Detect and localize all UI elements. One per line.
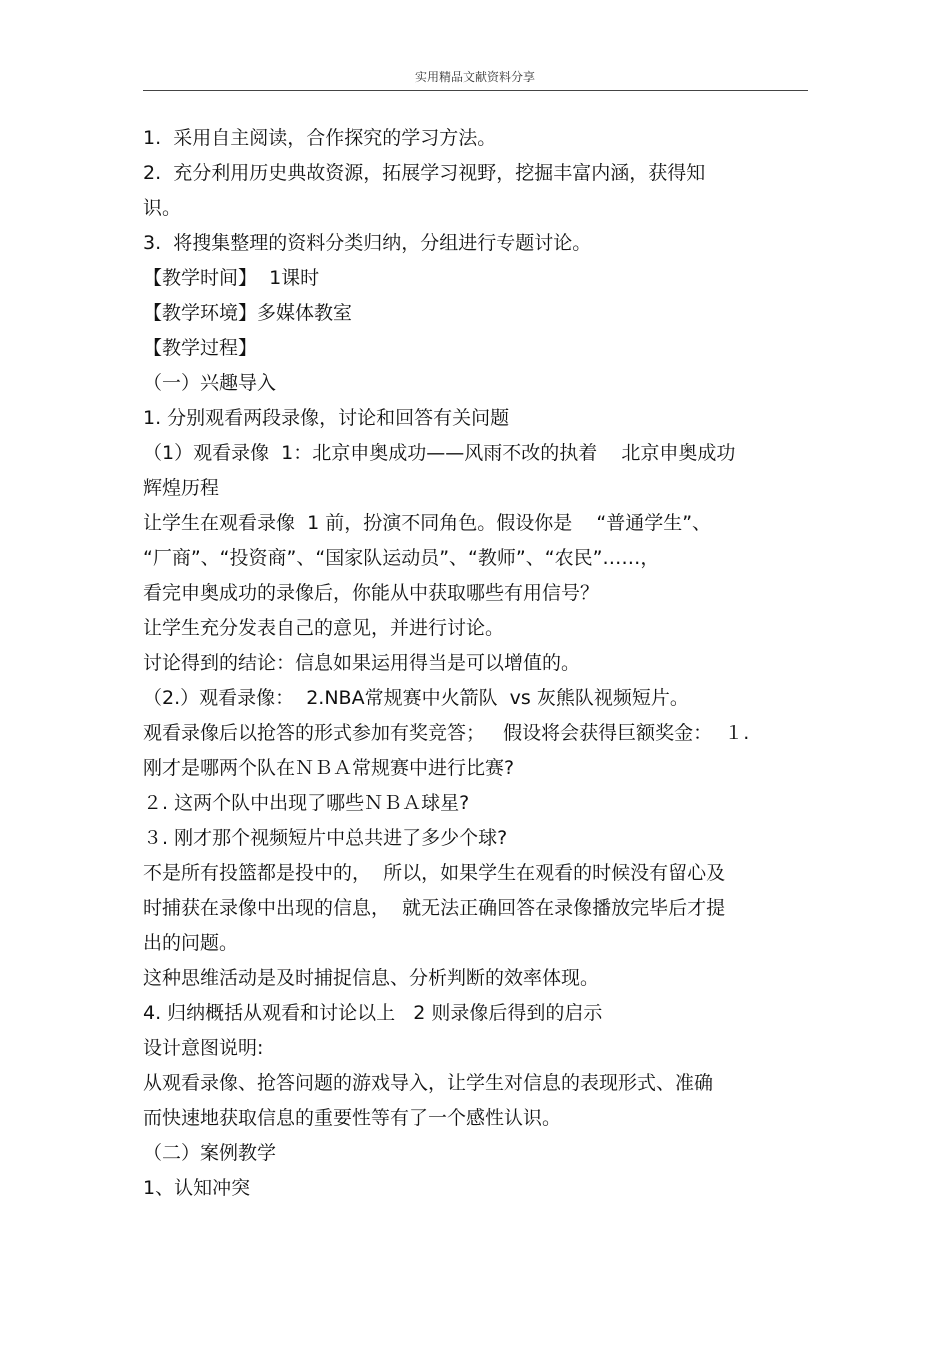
- text-line: 1. 采用自主阅读，合作探究的学习方法。: [143, 127, 497, 149]
- text-line: 让学生充分发表自己的意见，并进行讨论。: [143, 617, 505, 639]
- document-body: [143, 121, 813, 1206]
- text-line: （一）兴趣导入: [143, 372, 277, 394]
- text-line: 【教学环境】多媒体教室: [143, 302, 353, 324]
- text-line: 出的问题。: [143, 932, 239, 954]
- text-line: “厂商”、“投资商”、“国家队运动员”、“教师”、“农民”……，: [143, 547, 660, 569]
- text-line: 这种思维活动是及时捕捉信息、分析判断的效率体现。: [143, 967, 600, 989]
- header-divider: [143, 90, 808, 91]
- text-line: 【教学过程】: [143, 337, 258, 359]
- text-line: 2. 充分利用历史典故资源，拓展学习视野，挖掘丰富内涵，获得知: [143, 162, 706, 184]
- text-line: 不是所有投篮都是投中的， 所以，如果学生在观看的时候没有留心及: [143, 862, 726, 884]
- text-line: 而快速地获取信息的重要性等有了一个感性认识。: [143, 1107, 562, 1129]
- text-line: 4. 归纳概括从观看和讨论以上 2 则录像后得到的启示: [143, 1002, 603, 1024]
- text-line: ３. 刚才那个视频短片中总共进了多少个球?: [143, 827, 508, 849]
- text-line: 识。: [143, 197, 182, 219]
- text-line: 1、认知冲突: [143, 1177, 251, 1199]
- text-line: 辉煌历程: [143, 477, 220, 499]
- text-line: 1. 分别观看两段录像，讨论和回答有关问题: [143, 407, 510, 429]
- text-line: 设计意图说明:: [143, 1037, 264, 1059]
- text-line: 看完申奥成功的录像后，你能从中获取哪些有用信号？: [143, 582, 600, 604]
- page-header: 实用精品文献资料分享: [414, 70, 535, 84]
- text-line: ２. 这两个队中出现了哪些ＮＢＡ球星?: [143, 792, 470, 814]
- text-line: 从观看录像、抢答问题的游戏导入，让学生对信息的表现形式、准确: [143, 1072, 714, 1094]
- text-line: （2.）观看录像： 2.NBA常规赛中火箭队 vs 灰熊队视频短片。: [143, 687, 689, 709]
- text-line: 3. 将搜集整理的资料分类归纳，分组进行专题讨论。: [143, 232, 592, 254]
- text-line: 讨论得到的结论：信息如果运用得当是可以增值的。: [143, 652, 581, 674]
- text-line: （二）案例教学: [143, 1142, 277, 1164]
- text-line: 【教学时间】 1课时: [143, 267, 320, 289]
- text-line: 观看录像后以抢答的形式参加有奖竞答； 假设将会获得巨额奖金： １.: [143, 722, 750, 744]
- text-line: 刚才是哪两个队在ＮＢＡ常规赛中进行比赛?: [143, 757, 515, 779]
- text-line: （1）观看录像 1：北京申奥成功——风雨不改的执着 北京申奥成功: [143, 442, 736, 464]
- text-line: 时捕获在录像中出现的信息， 就无法正确回答在录像播放完毕后才提: [143, 897, 726, 919]
- text-line: 让学生在观看录像 1 前，扮演不同角色。假设你是 “普通学生”、: [143, 512, 712, 534]
